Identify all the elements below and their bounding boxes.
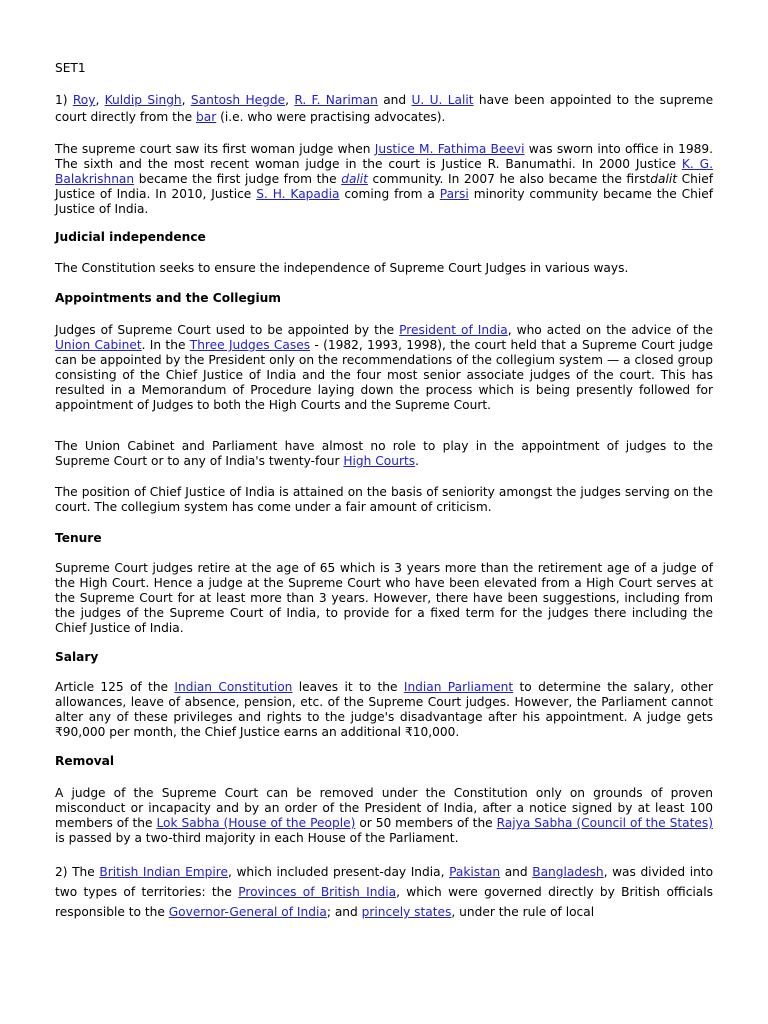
link-balakrishnan[interactable]: K. G. Balakrishnan — [55, 157, 714, 186]
link-roy[interactable]: Roy — [72, 93, 96, 107]
heading-judicial-independence: Judicial independence — [55, 230, 206, 244]
paragraph-appointments-1: Judges of Supreme Court used to be appointed by the President of India, who acted on the advice of the Union Cabinet. In the Three Judges Cases - (1982, 1993, 1998), the court held that a Supreme Court judge can be appointed by the President only on the recommendations of the collegium system — a closed group consisting of the Chief Justice of India and the four most senior associate judges of the court. This has resulted in a Memorandum of Procedure laying down the process which is being presently followed for appointment of Judges to both the High Courts and the Supreme Court. — [55, 323, 714, 412]
link-uu-lalit[interactable]: U. U. Lalit — [411, 93, 474, 107]
link-indian-constitution[interactable]: Indian Constitution — [174, 680, 293, 694]
paragraph-salary: Article 125 of the Indian Constitution leaves it to the Indian Parliament to determine the salary, other allowances, leave of absence, pension, etc. of the Supreme Court judges. However, the Parliament cannot alter any of these privileges and rights to the judge's disadvantage after his appointment. A judge gets ₹90,000 per month, the Chief Justice earns an additional ₹10,000. — [55, 680, 714, 739]
paragraph-appointments-2: The Union Cabinet and Parliament have almost no role to play in the appointment of judges to the Supreme Court or to any of India's twenty-four High Courts. — [55, 439, 713, 468]
link-union-cabinet[interactable]: Union Cabinet — [55, 338, 142, 352]
link-lok-sabha[interactable]: Lok Sabha (House of the People) — [156, 816, 356, 830]
link-bar[interactable]: bar — [195, 110, 217, 124]
link-pakistan[interactable]: Pakistan — [449, 865, 501, 879]
dalit-emphasis: dalit — [650, 172, 678, 186]
link-governor-general[interactable]: Governor-General of India — [168, 905, 327, 919]
link-president-of-india[interactable]: President of India — [399, 323, 508, 337]
link-fathima-beevi[interactable]: Justice M. Fathima Beevi — [374, 142, 525, 156]
paragraph-removal: A judge of the Supreme Court can be removed under the Constitution only on grounds of proven misconduct or incapacity and by an order of the President of India, after a notice signed by at least 100 members of the Lok Sabha (House of the People) or 50 members of the Rajya Sabha (Council of the States) is passed by a two-third majority in each House of the Parliament. — [55, 786, 713, 845]
link-high-courts[interactable]: High Courts — [343, 454, 416, 468]
heading-removal: Removal — [55, 754, 115, 768]
paragraph-1: 1) Roy, Kuldip Singh, Santosh Hegde, R. F. Nariman and U. U. Lalit have been appointed to the supreme court directly from the bar (i.e. who were practising advocates). — [55, 93, 714, 124]
p1-number: 1) — [55, 93, 68, 107]
link-rajya-sabha[interactable]: Rajya Sabha (Council of the States) — [496, 816, 713, 830]
link-bangladesh[interactable]: Bangladesh — [532, 865, 604, 879]
link-three-judges-cases[interactable]: Three Judges Cases — [189, 338, 311, 352]
paragraph-2: The supreme court saw its first woman judge when Justice M. Fathima Beevi was sworn into office in 1989. The sixth and the most recent woman judge in the court is Justice R. Banumathi. In 2000 Justice K. G. Balakrishnan became the first judge from the dalit community. In 2007 he also became the firstdalit Chief Justice of India. In 2010, Justice S. H. Kapadia coming from a Parsi minority community became the Chief Justice of India. — [55, 142, 714, 216]
link-kapadia[interactable]: S. H. Kapadia — [256, 187, 340, 201]
paragraph-2-british-india: 2) The British Indian Empire, which included present-day India, Pakistan and Bangladesh, was divided into two types of territories: the Provinces of British India, which were governed directly by British officials responsible to the Governor-General of India; and princely states, under the rule of local — [55, 865, 714, 919]
link-indian-parliament[interactable]: Indian Parliament — [403, 680, 514, 694]
heading-salary: Salary — [55, 650, 99, 664]
link-santosh-hegde[interactable]: Santosh Hegde — [190, 93, 286, 107]
paragraph-tenure: Supreme Court judges retire at the age of 65 which is 3 years more than the retirement age of a judge of the High Court. Hence a judge at the Supreme Court who have been elevated from a High Court serves at the Supreme Court for at least more than 3 years. However, there have been suggestions, including from the judges of the Supreme Court of India, to provide for a fixed term for the judges there including the Chief Justice of India. — [55, 561, 713, 635]
paragraph-appointments-3: The position of Chief Justice of India is attained on the basis of seniority amongst the judges serving on the court. The collegium system has come under a fair amount of criticism. — [55, 485, 713, 514]
link-provinces-of-british-india[interactable]: Provinces of British India — [238, 885, 397, 899]
link-british-indian-empire[interactable]: British Indian Empire — [99, 865, 229, 879]
link-rf-nariman[interactable]: R. F. Nariman — [294, 93, 378, 107]
heading-appointments: Appointments and the Collegium — [55, 291, 281, 305]
link-princely-states[interactable]: princely states — [361, 905, 452, 919]
link-dalit[interactable]: dalit — [341, 172, 368, 186]
heading-tenure: Tenure — [55, 531, 102, 545]
paragraph-judicial: The Constitution seeks to ensure the independence of Supreme Court Judges in various ways. — [55, 261, 629, 275]
link-kuldip-singh[interactable]: Kuldip Singh — [104, 93, 182, 107]
set-label: SET1 — [55, 61, 86, 75]
link-parsi[interactable]: Parsi — [439, 187, 469, 201]
